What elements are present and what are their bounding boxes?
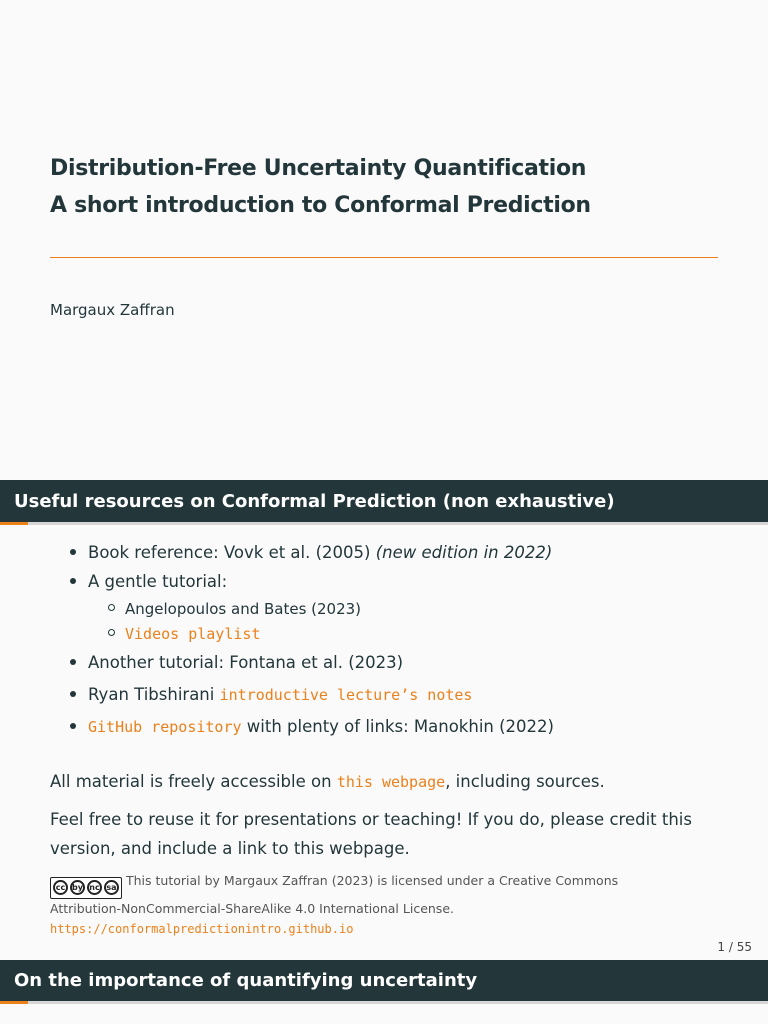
resources-slide-title: Useful resources on Conformal Prediction (non exhaustive): [14, 490, 615, 512]
list-item: Another tutorial: Fontana et al. (2023): [70, 653, 403, 672]
author-name: Margaux Zaffran: [50, 301, 175, 319]
license-text-line1: This tutorial by Margaux Zaffran (2023) is licensed under a Creative Commons: [126, 873, 619, 888]
title-divider: [50, 257, 718, 258]
bullet-dot-icon: [70, 691, 76, 697]
title-slide: [0, 0, 768, 480]
license-text-line2: Attribution-NonCommercial-ShareAlike 4.0 International License.: [50, 900, 454, 916]
license-notice: [50, 871, 730, 939]
website-url-link[interactable]: https://conformalpredictionintro.github.io: [50, 921, 354, 936]
sub-list-item: [108, 625, 260, 643]
bullet-dot-icon: [70, 549, 76, 555]
webpage-link[interactable]: this webpage: [336, 773, 446, 791]
bullet-dot-icon: [70, 578, 76, 584]
page-number: 1 / 55: [717, 940, 752, 954]
sub-bullet-circle-icon: [108, 604, 115, 611]
list-item: Ryan Tibshirani introductive lecture’s notes: [70, 685, 472, 704]
presentation-title: Distribution-Free Uncertainty Quantification: [50, 156, 587, 181]
creative-commons-badge-icon: cc by nc sa: [50, 877, 122, 899]
resources-slide-header: [0, 480, 768, 522]
uncertainty-slide-header: [0, 960, 768, 1001]
reuse-paragraph-line1: Feel free to reuse it for presentations or teaching! If you do, please credit this: [50, 810, 692, 829]
uncertainty-slide-title: On the importance of quantifying uncertainty: [14, 970, 478, 991]
github-repository-link[interactable]: GitHub repository: [88, 718, 242, 736]
sub-bullet-circle-icon: [108, 629, 115, 636]
list-item: A gentle tutorial:: [70, 572, 227, 591]
bullet-dot-icon: [70, 723, 76, 729]
resources-slide-body: [0, 525, 768, 960]
header-progress-bar: [0, 1001, 768, 1004]
emphasis-text: (new edition in 2022): [375, 543, 553, 562]
bullet-dot-icon: [70, 659, 76, 665]
list-item: GitHub repository with plenty of links: Manokhin (2022): [70, 717, 554, 736]
material-paragraph: All material is freely accessible on this webpage, including sources.: [50, 772, 605, 791]
videos-playlist-link[interactable]: Videos playlist: [125, 625, 261, 643]
presentation-subtitle: A short introduction to Conformal Prediction: [50, 193, 591, 218]
list-item: Book reference: Vovk et al. (2005) (new edition in 2022): [70, 543, 552, 562]
sub-list-item: Angelopoulos and Bates (2023): [108, 600, 361, 618]
lecture-notes-link[interactable]: introductive lecture’s notes: [219, 686, 473, 704]
reuse-paragraph-line2: version, and include a link to this webpage.: [50, 839, 410, 858]
